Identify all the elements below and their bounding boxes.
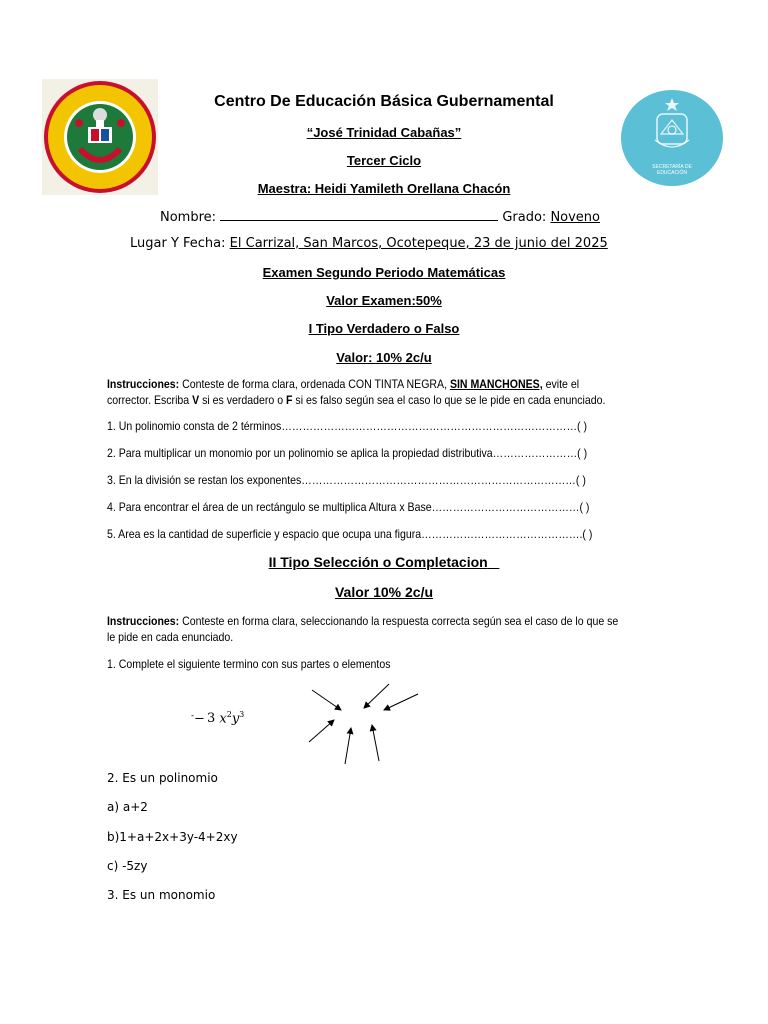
- tf-item-1[interactable]: 1. Un polinomio consta de 2 términos…………………………………………………………………………( ): [107, 419, 587, 433]
- exam-title: Examen Segundo Periodo Matemáticas: [262, 265, 506, 280]
- question-1: 1. Complete el siguiente termino con sus partes o elementos: [107, 657, 391, 671]
- cycle: Tercer Ciclo: [346, 153, 422, 168]
- arrow-1: [312, 690, 341, 710]
- secretaria-logo-text: SECRETARÍA DE EDUCACIÓN: [652, 164, 692, 176]
- tf-item-2[interactable]: 2. Para multiplicar un monomio por un polinomio se aplica la propiedad distributiva……………………( ): [107, 446, 588, 460]
- tf-item-5[interactable]: 5. Area es la cantidad de superficie y espacio que ocupa una figura……………………………………….( ): [107, 527, 593, 541]
- section2-title: II Tipo Selección o Completacion: [268, 554, 488, 570]
- tf-item-4[interactable]: 4. Para encontrar el área de un rectángulo se multiplica Altura x Base……………………………………( ): [107, 500, 590, 514]
- option-c[interactable]: c) -5zy: [107, 859, 148, 873]
- arrow-2: [364, 684, 389, 708]
- question-2: 2. Es un polinomio: [107, 771, 218, 785]
- question-3: 3. Es un monomio: [107, 888, 216, 902]
- option-b[interactable]: b)1+a+2x+3y-4+2xy: [107, 830, 238, 844]
- section1-title: I Tipo Verdadero o Falso: [308, 321, 460, 336]
- section2-instructions: Instrucciones: Conteste en forma clara, seleccionando la respuesta correcta según sea el caso de lo que se le pide en cada enunciado.: [107, 614, 619, 644]
- term-parts-arrows: [300, 680, 430, 770]
- exam-value: Valor Examen:50%: [326, 293, 442, 308]
- arrow-4: [309, 720, 334, 742]
- option-a[interactable]: a) a+2: [107, 800, 148, 814]
- nombre-blank[interactable]: [220, 208, 498, 221]
- math-term: -− 3 $x^2y^3$: [191, 710, 245, 727]
- arrow-5: [345, 728, 351, 764]
- school-title: Centro De Educación Básica Gubernamental: [214, 93, 554, 110]
- arrow-3: [384, 694, 418, 710]
- section1-value: Valor: 10% 2c/u: [336, 350, 432, 365]
- school-name: “José Trinidad Cabañas”: [306, 125, 462, 140]
- nombre-line: Nombre: Grado: Noveno: [160, 210, 600, 225]
- lugar-fecha: Lugar Y Fecha: El Carrizal, San Marcos, Ocotepeque, 23 de junio del 2025: [130, 236, 608, 251]
- tf-item-3[interactable]: 3. En la división se restan los exponentes……………………………………………………………………( ): [107, 473, 586, 487]
- arrow-6: [372, 725, 379, 761]
- teacher: Maestra: Heidi Yamileth Orellana Chacón: [257, 181, 511, 196]
- section2-value: Valor 10% 2c/u: [334, 584, 434, 600]
- section1-instructions: Instrucciones: Conteste de forma clara, ordenada CON TINTA NEGRA, SIN MANCHONES, evite el corrector. Escriba V si es verdadero o F si es falso según sea el caso lo que se le pide en cada enunciado.: [107, 377, 606, 407]
